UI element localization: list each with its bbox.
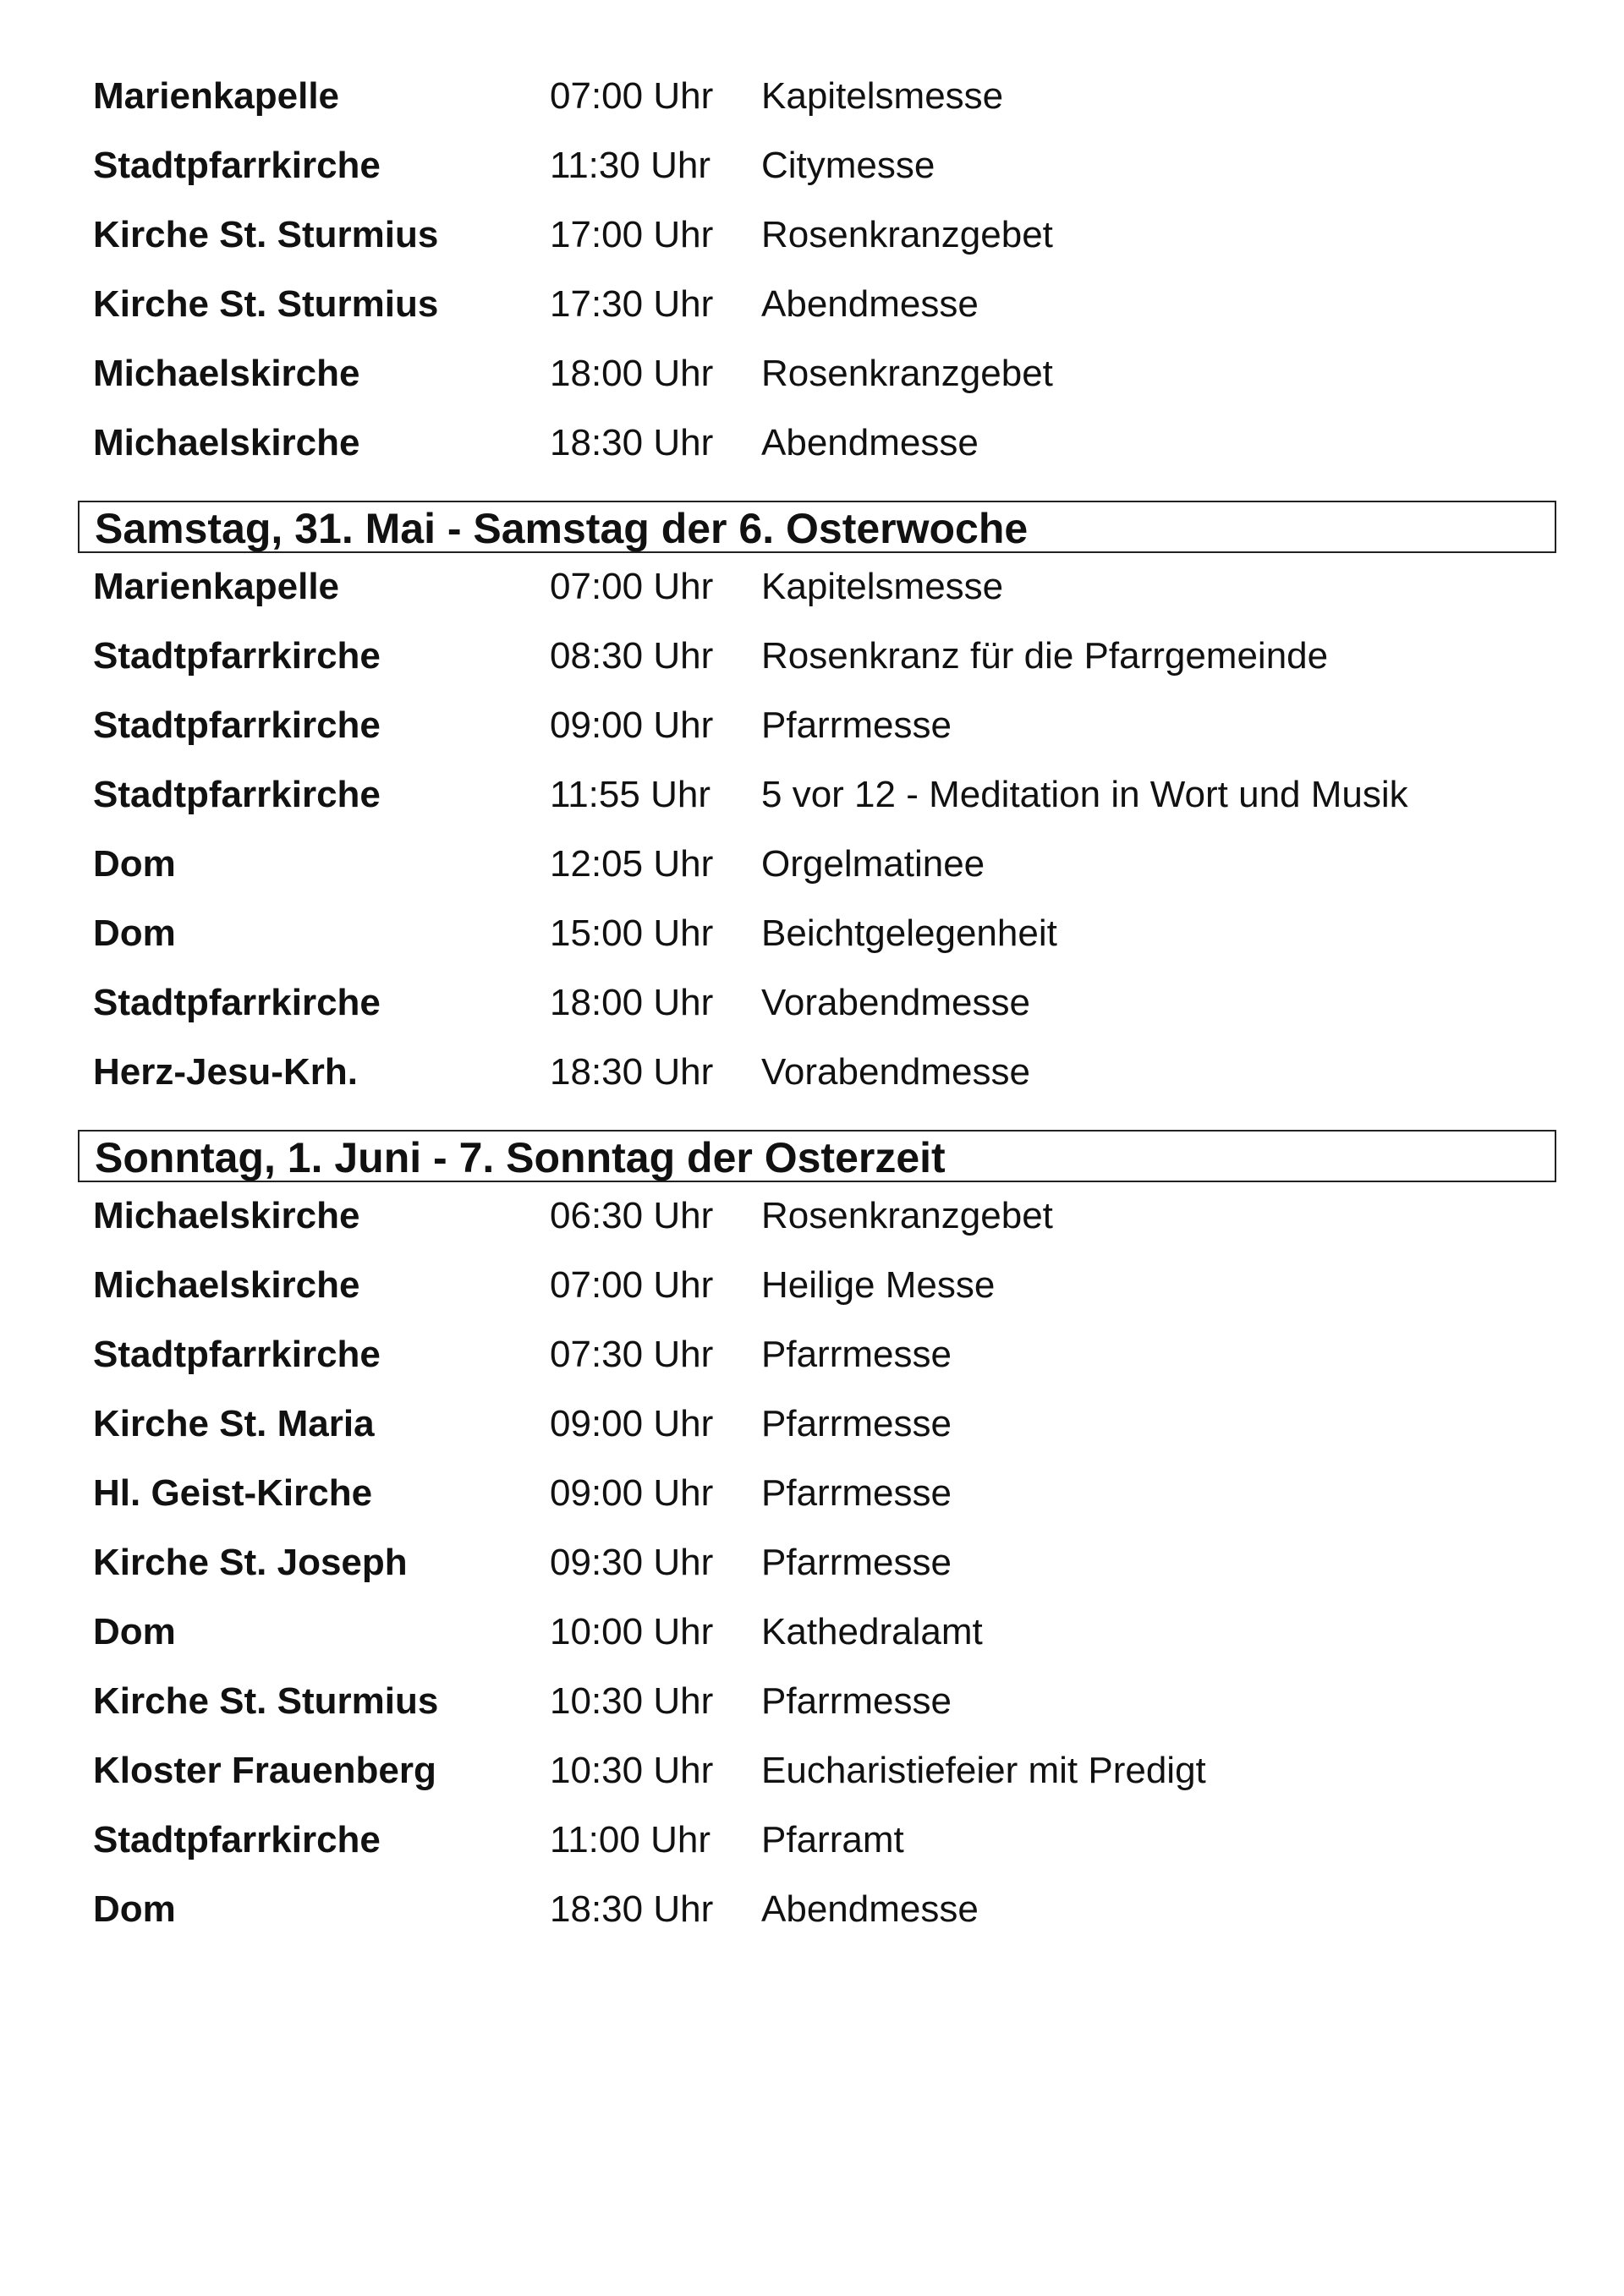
schedule-row [78,1534,1556,1603]
service-time: 11:55 Uhr [550,774,710,815]
service-time: 07:00 Uhr [550,566,714,607]
schedule-row [78,905,1556,974]
service-time: 17:00 Uhr [550,214,714,255]
service-title: Pfarrmesse [761,1680,952,1722]
service-title: Vorabendmesse [761,982,1030,1023]
service-title: Beichtgelegenheit [761,912,1057,954]
service-title: Abendmesse [761,422,979,463]
church-name: Marienkapelle [93,566,340,607]
service-title: Pfarrmesse [761,1472,952,1514]
church-name: Dom [93,1888,176,1930]
service-time: 09:30 Uhr [550,1542,714,1583]
church-name: Stadtpfarrkirche [93,704,381,746]
service-title: Vorabendmesse [761,1051,1030,1093]
schedule-row [78,1044,1556,1113]
schedule-row [78,276,1556,345]
church-name: Stadtpfarrkirche [93,145,381,186]
church-name: Stadtpfarrkirche [93,1334,381,1375]
day-section [78,68,1556,484]
schedule-row [78,206,1556,276]
service-title: Pfarrmesse [761,1403,952,1444]
service-title: Pfarrmesse [761,704,952,746]
day-section [78,1130,1556,1950]
schedule-row [78,1603,1556,1673]
schedule-row [78,974,1556,1044]
service-title: Rosenkranz für die Pfarrgemeinde [761,635,1329,677]
service-time: 10:30 Uhr [550,1750,714,1791]
service-time: 12:05 Uhr [550,843,714,885]
church-name: Kirche St. Sturmius [93,214,439,255]
service-time: 18:30 Uhr [550,1888,714,1930]
schedule-row [78,1257,1556,1326]
church-name: Stadtpfarrkirche [93,1819,381,1860]
schedule-page [78,68,1556,1950]
service-time: 11:00 Uhr [550,1819,710,1860]
schedule-row [78,1673,1556,1742]
service-time: 15:00 Uhr [550,912,714,954]
service-time: 11:30 Uhr [550,145,710,186]
church-name: Stadtpfarrkirche [93,635,381,677]
service-time: 18:00 Uhr [550,982,714,1023]
day-heading: Samstag, 31. Mai - Samstag der 6. Osterwoche [78,501,1556,553]
service-time: 09:00 Uhr [550,704,714,746]
schedule-row [78,1465,1556,1534]
service-time: 07:00 Uhr [550,75,714,117]
service-title: Orgelmatinee [761,843,985,885]
service-time: 18:00 Uhr [550,353,714,394]
service-title: 5 vor 12 - Meditation in Wort und Musik [761,774,1408,815]
church-name: Stadtpfarrkirche [93,774,381,815]
schedule-row [78,1326,1556,1395]
schedule-row [78,627,1556,697]
church-name: Kirche St. Sturmius [93,1680,439,1722]
schedule-row [78,414,1556,484]
service-title: Rosenkranzgebet [761,1195,1053,1236]
service-title: Heilige Messe [761,1264,996,1306]
service-time: 08:30 Uhr [550,635,714,677]
service-title: Pfarrmesse [761,1334,952,1375]
service-time: 10:00 Uhr [550,1611,714,1652]
schedule-row [78,1395,1556,1465]
church-name: Marienkapelle [93,75,340,117]
service-time: 18:30 Uhr [550,422,714,463]
service-title: Abendmesse [761,283,979,325]
service-title: Rosenkranzgebet [761,214,1053,255]
church-name: Michaelskirche [93,1195,360,1236]
service-time: 07:30 Uhr [550,1334,714,1375]
schedule-row [78,345,1556,414]
service-title: Citymesse [761,145,935,186]
schedule-row [78,558,1556,627]
schedule-row [78,1881,1556,1950]
schedule-row [78,68,1556,137]
day-section [78,501,1556,1113]
service-title: Eucharistiefeier mit Predigt [761,1750,1206,1791]
service-time: 10:30 Uhr [550,1680,714,1722]
service-time: 17:30 Uhr [550,283,714,325]
church-name: Michaelskirche [93,353,360,394]
schedule-row [78,1187,1556,1257]
church-name: Michaelskirche [93,422,360,463]
church-name: Kirche St. Maria [93,1403,375,1444]
service-time: 06:30 Uhr [550,1195,714,1236]
church-name: Kirche St. Sturmius [93,283,439,325]
service-time: 07:00 Uhr [550,1264,714,1306]
church-name: Dom [93,1611,176,1652]
church-name: Kirche St. Joseph [93,1542,408,1583]
church-name: Hl. Geist-Kirche [93,1472,373,1514]
service-time: 09:00 Uhr [550,1403,714,1444]
schedule-row [78,137,1556,206]
service-time: 18:30 Uhr [550,1051,714,1093]
service-title: Kapitelsmesse [761,566,1004,607]
church-name: Stadtpfarrkirche [93,982,381,1023]
schedule-row [78,1742,1556,1811]
schedule-row [78,697,1556,766]
service-title: Abendmesse [761,1888,979,1930]
service-time: 09:00 Uhr [550,1472,714,1514]
church-name: Dom [93,843,176,885]
schedule-row [78,836,1556,905]
service-title: Pfarrmesse [761,1542,952,1583]
service-title: Rosenkranzgebet [761,353,1053,394]
church-name: Dom [93,912,176,954]
schedule-row [78,766,1556,836]
schedule-row [78,1811,1556,1881]
service-title: Kapitelsmesse [761,75,1004,117]
church-name: Michaelskirche [93,1264,360,1306]
church-name: Kloster Frauenberg [93,1750,436,1791]
church-name: Herz-Jesu-Krh. [93,1051,358,1093]
service-title: Kathedralamt [761,1611,983,1652]
day-heading: Sonntag, 1. Juni - 7. Sonntag der Osterzeit [78,1130,1556,1182]
service-title: Pfarramt [761,1819,904,1860]
